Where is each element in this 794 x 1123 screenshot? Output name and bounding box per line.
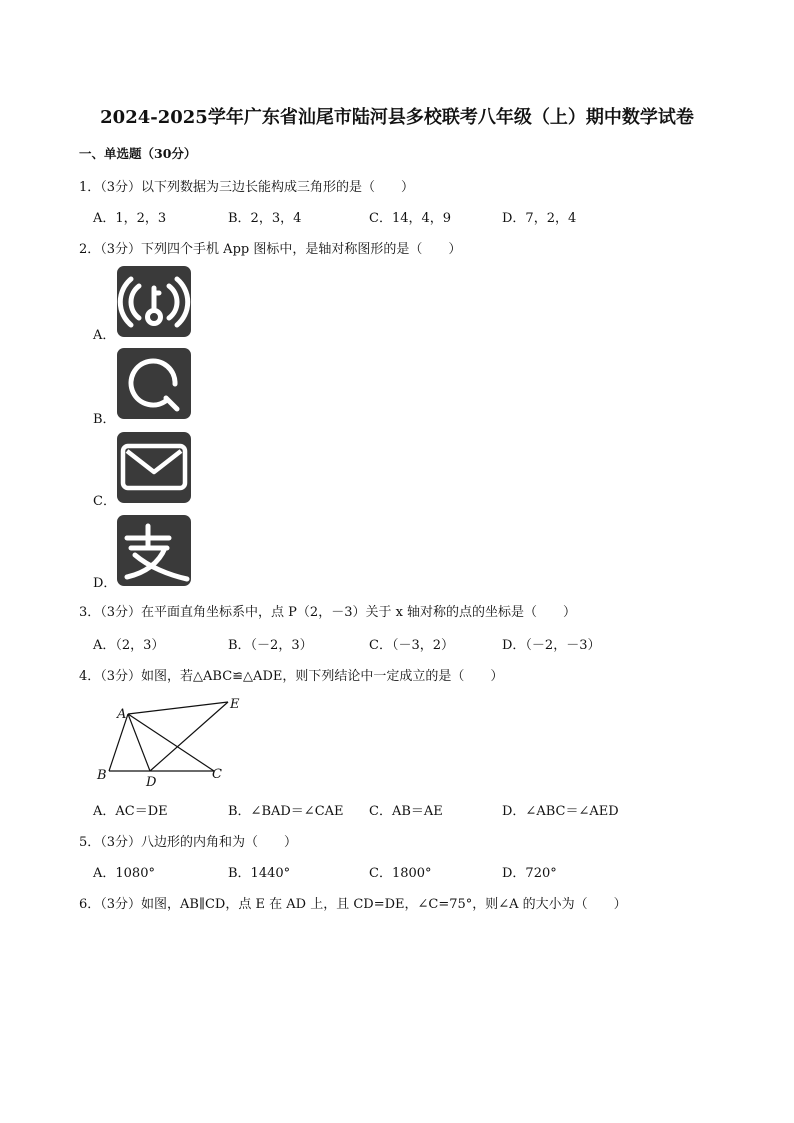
q3-option-d: D．（－2，－3）: [502, 638, 601, 653]
question-1-stem: 1．（3分）以下列数据为三边长能构成三角形的是（ ）: [79, 180, 415, 195]
section-heading: 一、单选题（30分）: [79, 146, 197, 161]
q1-option-c: C．14，4，9: [369, 211, 452, 226]
q3-option-a: A．（2，3）: [93, 638, 165, 653]
q4-option-a: A．AC＝DE: [93, 804, 168, 819]
vertex-label-a: A: [117, 707, 127, 722]
vertex-label-b: B: [97, 768, 107, 783]
q5-option-b: B．1440°: [228, 866, 291, 881]
q5-option-d: D．720°: [502, 866, 557, 881]
q3-option-c: C．（－3，2）: [369, 638, 454, 653]
q4-option-b: B．∠BAD＝∠CAE: [228, 804, 344, 819]
q3-option-b: B．（－2，3）: [228, 638, 313, 653]
triangle-figure: [88, 694, 258, 794]
q5-option-a: A．1080°: [93, 866, 155, 881]
q1-option-b: B．2，3，4: [228, 211, 302, 226]
question-5-stem: 5．（3分）八边形的内角和为（ ）: [79, 835, 298, 850]
q2-option-d-label: D．: [93, 576, 117, 591]
q5-option-c: C．1800°: [369, 866, 432, 881]
q2-option-b-label: B．: [93, 412, 116, 427]
q1-option-d: D．7，2，4: [502, 211, 577, 226]
vertex-label-d: D: [146, 775, 157, 790]
question-4-stem: 4．（3分）如图，若△ABC≌△ADE，则下列结论中一定成立的是（ ）: [79, 669, 504, 684]
alipay-icon: [117, 515, 191, 586]
question-6-stem: 6．（3分）如图，AB∥CD，点 E 在 AD 上，且 CD=DE，∠C=75°，则∠A 的大小为（ ）: [79, 897, 627, 912]
q1-option-a: A．1，2，3: [93, 211, 167, 226]
q4-option-c: C．AB＝AE: [369, 804, 443, 819]
search-q-icon: [117, 348, 191, 419]
vertex-label-c: C: [212, 767, 222, 782]
vertex-label-e: E: [230, 697, 240, 712]
wifi-key-icon: [117, 266, 191, 337]
mail-envelope-icon: [117, 432, 191, 503]
question-2-stem: 2．（3分）下列四个手机 App 图标中，是轴对称图形的是（ ）: [79, 242, 462, 257]
question-3-stem: 3．（3分）在平面直角坐标系中，点 P（2，－3）关于 x 轴对称的点的坐标是（ ）: [79, 605, 577, 620]
q2-option-c-label: C．: [93, 494, 116, 509]
exam-title: 2024-2025学年广东省汕尾市陆河县多校联考八年级（上）期中数学试卷: [100, 107, 694, 128]
q4-option-d: D．∠ABC＝∠AED: [502, 804, 619, 819]
q2-option-a-label: A．: [93, 328, 116, 343]
